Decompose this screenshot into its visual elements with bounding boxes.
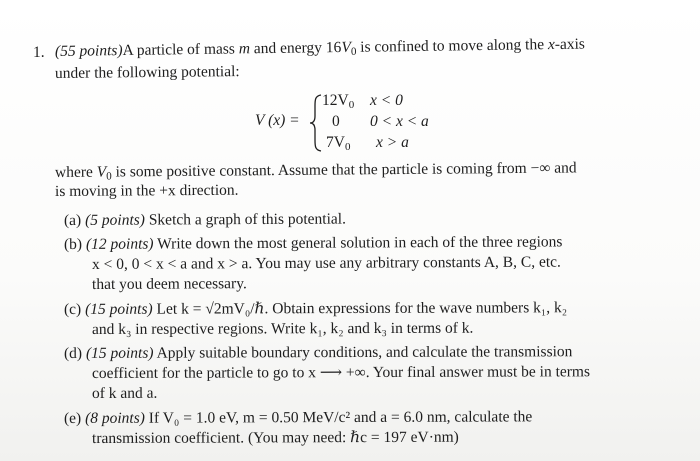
symbol-V: V — [341, 38, 351, 57]
part-b-points: (12 points) — [85, 235, 154, 253]
intro-line-2: under the following potential: — [54, 63, 240, 82]
part-c-points: (15 points) — [85, 300, 153, 318]
part-c-label: (c) — [63, 300, 82, 318]
part-a-points: (5 points) — [85, 211, 145, 229]
where-text-a: where — [54, 163, 97, 181]
row-3-value-text: 7V — [326, 134, 345, 151]
part-e-points: (8 points) — [85, 409, 145, 427]
where-line-2: is moving in the +x direction. — [54, 181, 239, 200]
part-b-line-2: x < 0, 0 < x < a and x > a. You may use any arbitrary constants A, B, C, etc. — [91, 253, 561, 273]
symbol-m: m — [238, 40, 251, 58]
part-c-line-1: Let k = √2mV₀/ℏ. Obtain expressions for the wave numbers k₁, k₂ — [156, 299, 568, 318]
part-b-line-3: that you deem necessary. — [91, 275, 247, 293]
part-b-line-1: Write down the most general solution in each of the three regions — [157, 233, 563, 253]
potential-row-3-value — [326, 134, 350, 153]
row-1-sub: 0 — [348, 99, 355, 111]
subscript-0: 0 — [350, 45, 357, 58]
row-3-sub: 0 — [344, 141, 351, 153]
potential-row-1-value — [322, 92, 354, 111]
part-e-line-1: If V₀ = 1.0 eV, m = 0.50 MeV/c² and a = 6.0 nm, calculate the — [148, 408, 533, 427]
potential-row-2-condition: 0 < x < a — [370, 113, 429, 130]
part-b-label: (b) — [63, 235, 83, 253]
potential-row-1-condition: x < 0 — [370, 92, 403, 109]
where-symbol-V: V — [96, 163, 107, 181]
part-d-line-3: of k and a. — [91, 384, 158, 402]
intro-text-c: is confined to move along the — [356, 36, 549, 56]
part-d — [64, 342, 572, 364]
part-d-points: (15 points) — [85, 344, 154, 362]
intro-text-a: A particle of mass — [122, 40, 239, 60]
part-b — [64, 232, 563, 255]
where-subscript-0: 0 — [106, 170, 112, 183]
problem-number: 1. — [33, 44, 45, 61]
potential-row-2-value: 0 — [332, 113, 340, 130]
symbol-x: x — [547, 36, 555, 54]
part-d-label: (d) — [63, 344, 83, 362]
intro-text-b: and energy 16 — [249, 39, 342, 58]
part-d-line-2: coefficient for the particle to go to x ⟶ +∞. Your final answer must be in terms — [91, 363, 591, 382]
part-a-label: (a) — [63, 211, 82, 229]
problem-points: (55 points) — [54, 42, 123, 60]
potential-equation — [0, 92, 700, 156]
part-e — [64, 407, 532, 429]
row-1-value-text: 12V — [322, 92, 349, 109]
part-d-line-1: Apply suitable boundary conditions, and calculate the transmission — [156, 343, 573, 362]
part-e-line-2: transmission coefficient. (You may need: ℏc = 197 eV·nm) — [91, 428, 459, 447]
part-e-label: (e) — [63, 409, 82, 427]
where-text-b: is some positive constant. Assume that the particle is coming from −∞ and — [111, 159, 577, 181]
intro-text-d: -axis — [554, 35, 586, 54]
potential-lhs: V (x) = — [255, 112, 300, 129]
part-a-line-1: Sketch a graph of this potential. — [148, 210, 346, 229]
potential-row-3-condition: x > a — [376, 134, 409, 151]
intro-line-1 — [55, 35, 585, 66]
part-c-line-2: and k₃ in respective regions. Write k₁, k₂ and k₃ in terms of k. — [91, 319, 474, 338]
part-c — [64, 298, 567, 320]
part-a — [64, 210, 346, 231]
left-brace-icon — [309, 94, 323, 152]
